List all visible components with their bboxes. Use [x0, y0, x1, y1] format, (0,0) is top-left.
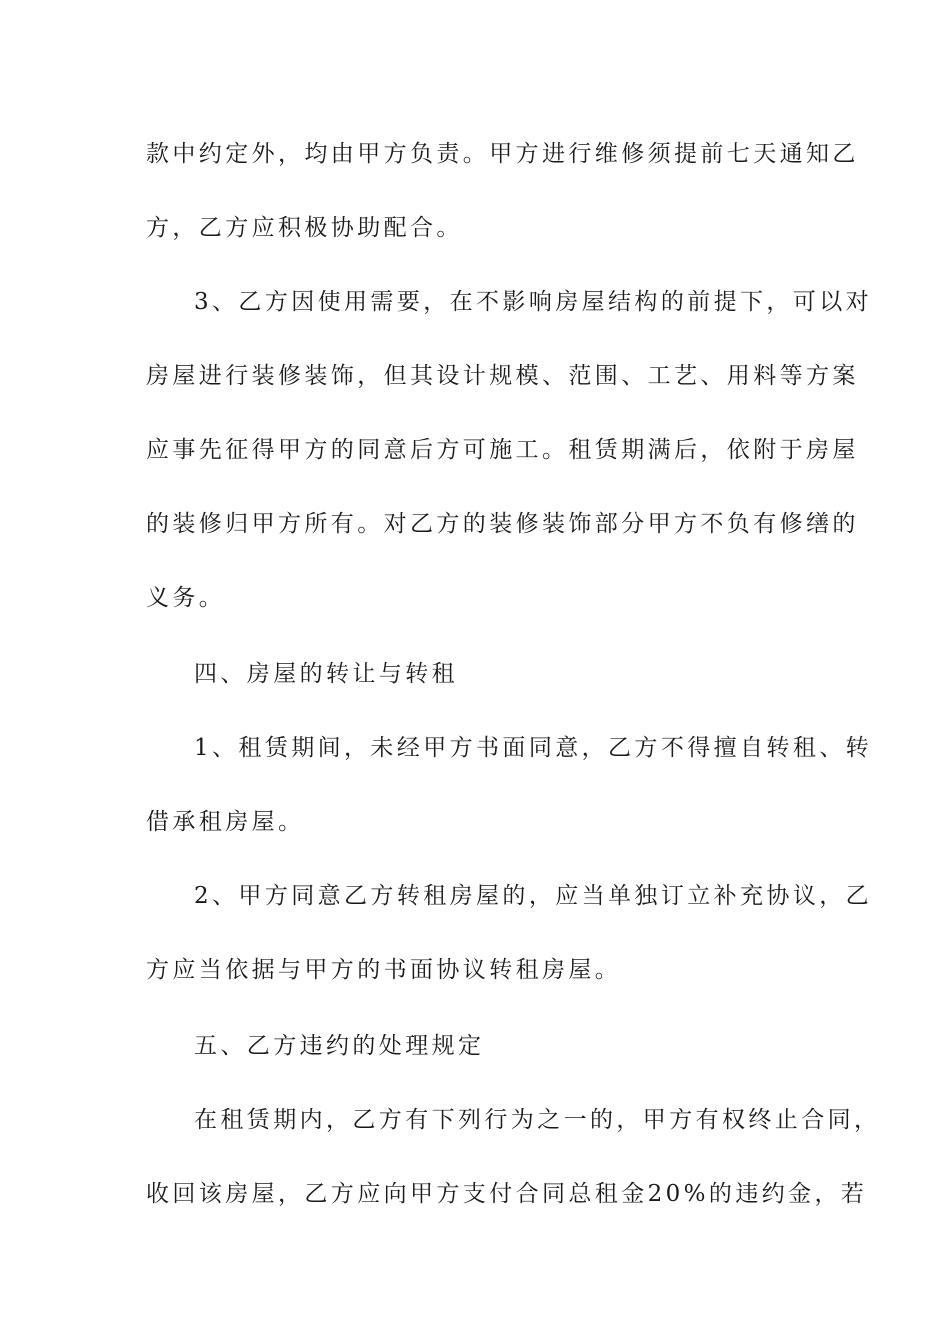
- text-line-1: 款中约定外，均由甲方负责。甲方进行维修须提前七天通知乙: [146, 141, 859, 167]
- text-line-12: 方应当依据与甲方的书面协议转租房屋。: [146, 957, 622, 983]
- text-line-14: 在租赁期内，乙方有下列行为之一的，甲方有权终止合同，: [194, 1107, 881, 1133]
- text-line-11: 2、甲方同意乙方转租房屋的，应当单独订立补充协议，乙: [194, 883, 873, 909]
- section-heading-4: 四、房屋的转让与转租: [194, 661, 458, 687]
- section-heading-5: 五、乙方违约的处理规定: [194, 1033, 485, 1059]
- text-line-7: 义务。: [146, 585, 226, 611]
- text-line-3: 3、乙方因使用需要，在不影响房屋结构的前提下，可以对: [194, 289, 873, 315]
- text-line-2: 方，乙方应积极协助配合。: [146, 215, 463, 241]
- text-line-5: 应事先征得甲方的同意后方可施工。租赁期满后，依附于房屋: [146, 437, 859, 463]
- text-line-15: 收回该房屋，乙方应向甲方支付合同总租金20%的违约金，若: [146, 1181, 868, 1207]
- text-line-9: 1、租赁期间，未经甲方书面同意，乙方不得擅自转租、转: [194, 735, 873, 761]
- text-line-6: 的装修归甲方所有。对乙方的装修装饰部分甲方不负有修缮的: [146, 511, 859, 537]
- text-line-10: 借承租房屋。: [146, 809, 305, 835]
- text-line-4: 房屋进行装修装饰，但其设计规模、范围、工艺、用料等方案: [146, 363, 859, 389]
